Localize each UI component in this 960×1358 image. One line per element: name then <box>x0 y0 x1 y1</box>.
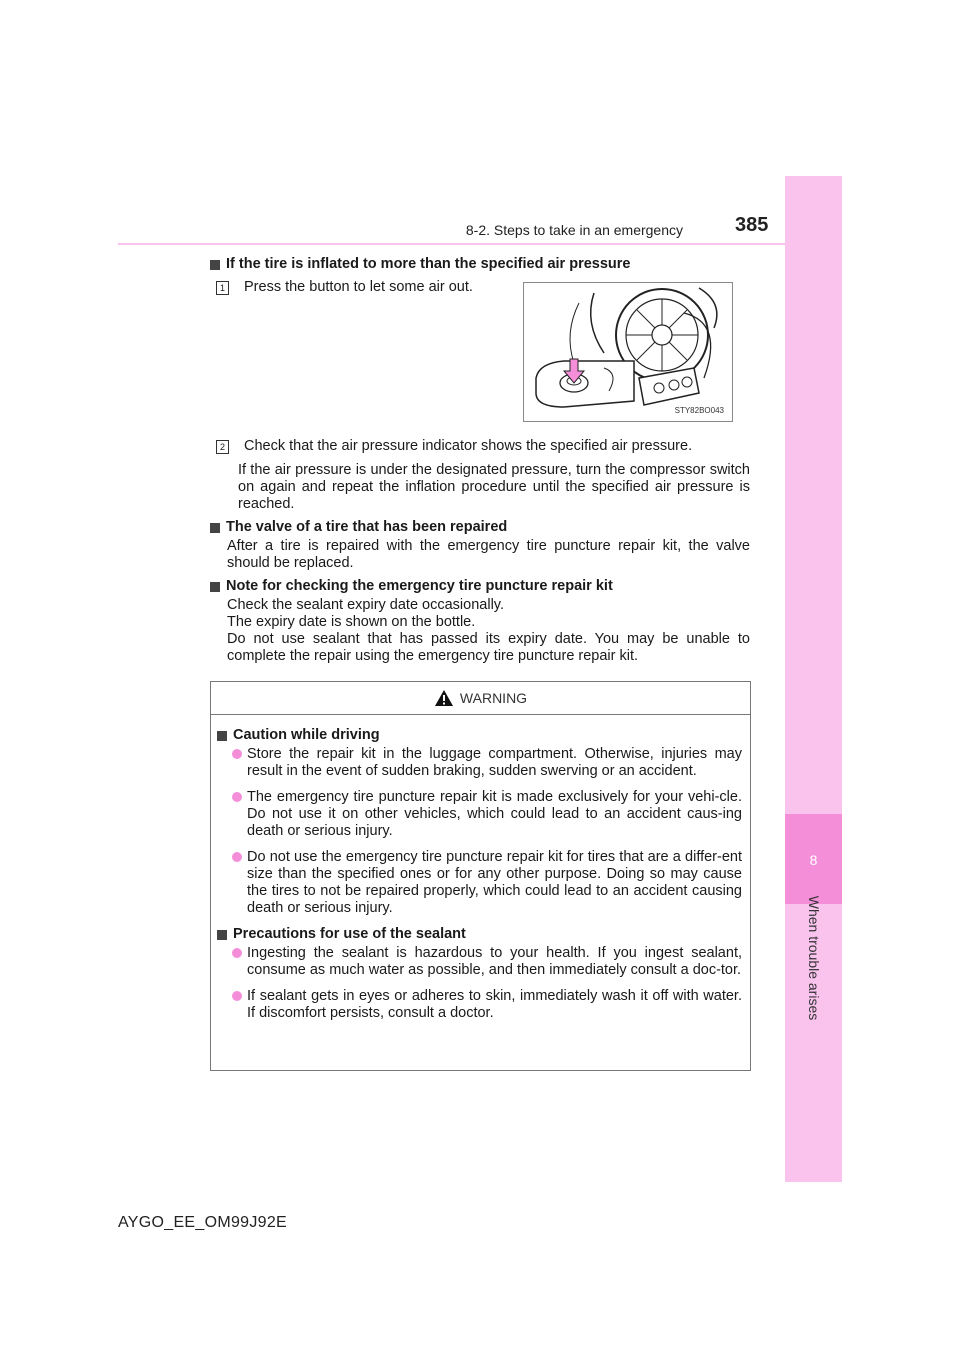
step-number-box: 2 <box>216 440 229 454</box>
warning-box <box>210 681 751 1071</box>
sealant-item: If sealant gets in eyes or adheres to skin, immediately wash it off with water. If discomfort persists, consult a doctor. <box>232 988 742 1022</box>
checking-line-3: Do not use sealant that has passed its expiry date. You may be unable to complete the repair using the emergency tire puncture repair kit. <box>227 631 750 664</box>
tire-compressor-drawing <box>524 283 732 421</box>
checking-line-2: The expiry date is shown on the bottle. <box>227 614 476 630</box>
sealant-heading: Precautions for use of the sealant <box>217 926 742 943</box>
page-number: 385 <box>735 214 769 236</box>
figure-code: STY82BO043 <box>674 406 724 415</box>
chapter-label: When trouble arises <box>806 895 822 1021</box>
header-section-title: 8-2. Steps to take in an emergency <box>465 222 683 238</box>
valve-heading: The valve of a tire that has been repaired <box>210 519 750 536</box>
sealant-item: Ingesting the sealant is hazardous to your health. If you ingest sealant, consume as much water as possible, and then immediately consult a doc-tor. <box>232 945 742 979</box>
step-1: 1 Press the button to let some air out. <box>210 279 750 296</box>
caution-item: The emergency tire puncture repair kit is made exclusively for your vehi-cle. Do not use it on other vehicles, which could lead to an accident caus-ing death or serious injury. <box>232 789 742 840</box>
header-rule <box>118 243 842 245</box>
checking-line-1: Check the sealant expiry date occasionally. <box>227 597 504 613</box>
round-bullet-icon <box>232 852 242 862</box>
warning-header <box>211 682 750 715</box>
document-code: AYGO_EE_OM99J92E <box>118 1214 288 1231</box>
round-bullet-icon <box>232 991 242 1001</box>
warning-triangle-icon <box>434 689 454 707</box>
square-bullet-icon <box>217 731 227 741</box>
caution-heading: Caution while driving <box>217 727 742 744</box>
caution-item: Do not use the emergency tire puncture repair kit for tires that are a differ-ent size than the specified ones or for any other purpose. Doing so may cause the tires to not be repaired properly, which could lead to an accident causing death or serious injury. <box>232 849 742 917</box>
valve-body: After a tire is repaired with the emergency tire puncture repair kit, the valve should be replaced. <box>227 538 750 571</box>
square-bullet-icon <box>210 582 220 592</box>
step-2-note: If the air pressure is under the designated pressure, turn the compressor switch on again and repeat the inflation procedure until the specified air pressure is reached. <box>238 462 750 512</box>
round-bullet-icon <box>232 792 242 802</box>
round-bullet-icon <box>232 948 242 958</box>
square-bullet-icon <box>210 523 220 533</box>
checking-heading: Note for checking the emergency tire puncture repair kit <box>210 578 750 595</box>
chapter-side-tab <box>785 176 842 1182</box>
chapter-number: 8 <box>809 852 818 868</box>
caution-item: Store the repair kit in the luggage compartment. Otherwise, injuries may result in the event of sudden braking, sudden swerving or an accident. <box>232 746 742 780</box>
round-bullet-icon <box>232 749 242 759</box>
warning-body <box>211 715 750 1022</box>
square-bullet-icon <box>217 930 227 940</box>
square-bullet-icon <box>210 260 220 270</box>
overinflated-heading: If the tire is inflated to more than the specified air pressure <box>210 256 750 273</box>
warning-title: WARNING <box>459 690 528 706</box>
compressor-illustration <box>523 282 733 422</box>
step-2: 2 Check that the air pressure indicator shows the specified air pressure. <box>210 438 750 455</box>
step-number-box: 1 <box>216 281 229 295</box>
